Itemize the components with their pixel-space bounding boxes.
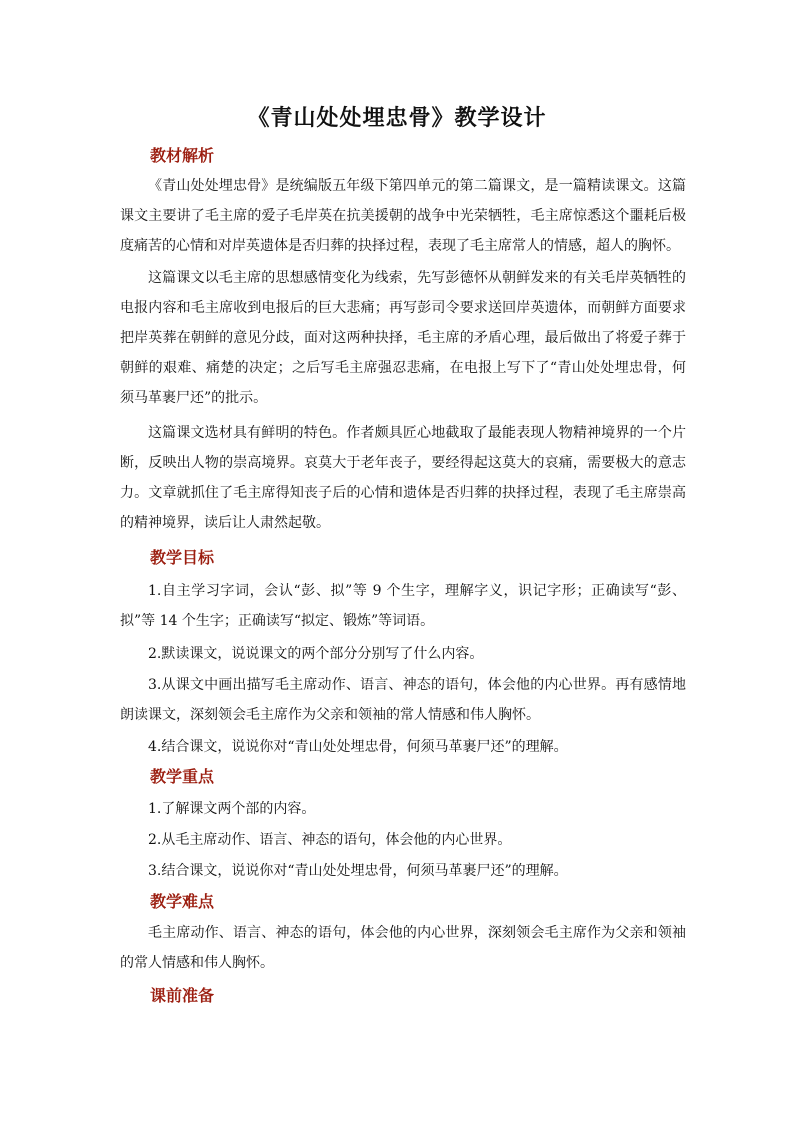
analysis-paragraph-1: 《青山处处埋忠骨》是统编版五年级下第四单元的第二篇课文，是一篇精读课文。这篇课文主要讲了毛主席的爱子毛岸英在抗美援朝的战争中光荣牺牲，毛主席惊悉这个噩耗后极度痛苦的心情和对岸英遗体是否归葬的抉择过程，表现了毛主席常人的情感，超人的胸怀。 <box>120 178 686 254</box>
section-heading-goals: 教学目标 <box>150 548 215 567</box>
difficulties-paragraph: 毛主席动作、语言、神态的语句，体会他的内心世界，深刻领会毛主席作为父亲和领袖的常人情感和伟人胸怀。 <box>120 925 686 971</box>
section-heading-keypoints: 教学重点 <box>150 767 215 786</box>
keypoint-item-2: 2.从毛主席动作、语言、神态的语句，体会他的内心世界。 <box>148 832 512 848</box>
analysis-paragraph-3: 这篇课文选材具有鲜明的特色。作者颇具匠心地截取了最能表现人物精神境界的一个片断，反映出人物的崇高境界。哀莫大于老年丧子，要经得起这莫大的哀痛，需要极大的意志力。文章就抓住了毛主席得知丧子后的心情和遗体是否归葬的抉择过程，表现了毛主席崇高的精神境界，读后让人肃然起敬。 <box>120 425 686 531</box>
goal-item-1: 1.自主学习字词，会认“彭、拟”等 9 个生字，理解字义，识记字形；正确读写“彭、拟”等 14 个生字；正确读写“拟定、锻炼”等词语。 <box>120 583 686 629</box>
goal-item-4: 4.结合课文，说说你对“青山处处埋忠骨，何须马革裹尸还”的理解。 <box>148 739 568 755</box>
section-heading-difficulties: 教学难点 <box>150 892 215 911</box>
analysis-paragraph-2: 这篇课文以毛主席的思想感情变化为线索，先写彭德怀从朝鲜发来的有关毛岸英牺牲的电报内容和毛主席收到电报后的巨大悲痛；再写彭司令要求送回岸英遗体，而朝鲜方面要求把岸英葬在朝鲜的意见分歧，面对这两种抉择，毛主席的矛盾心理，最后做出了将爱子葬于朝鲜的艰难、痛楚的决定；之后写毛主席强忍悲痛，在电报上写下了“青山处处埋忠骨，何须马革裹尸还”的批示。 <box>120 270 686 406</box>
goal-item-3: 3.从课文中画出描写毛主席动作、语言、神态的语句，体会他的内心世界。再有感情地朗读课文，深刻领会毛主席作为父亲和领袖的常人情感和伟人胸怀。 <box>120 677 686 723</box>
section-heading-preparation: 课前准备 <box>150 986 215 1005</box>
keypoint-item-1: 1.了解课文两个部的内容。 <box>148 801 316 817</box>
document-title: 《青山处处埋忠骨》教学设计 <box>247 105 547 131</box>
section-heading-analysis: 教材解析 <box>150 146 215 165</box>
goal-item-2: 2.默读课文，说说课文的两个部分分别写了什么内容。 <box>148 646 484 662</box>
keypoint-item-3: 3.结合课文，说说你对“青山处处埋忠骨，何须马革裹尸还”的理解。 <box>148 863 568 879</box>
